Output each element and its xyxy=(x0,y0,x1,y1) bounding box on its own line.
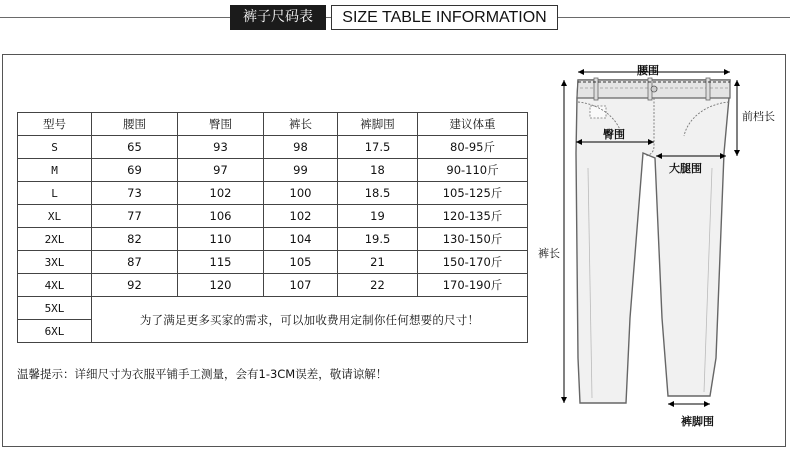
table-cell: 18.5 xyxy=(338,182,418,205)
label-length: 裤长 xyxy=(538,247,560,260)
table-cell: 107 xyxy=(264,274,338,297)
table-row xyxy=(18,228,528,251)
tip-note: 温馨提示：详细尺寸为衣服平铺手工测量，会有1-3CM误差，敬请谅解！ xyxy=(17,367,388,381)
table-row xyxy=(18,159,528,182)
table-row xyxy=(18,136,528,159)
header-cell: 臀围 xyxy=(178,113,264,136)
table-cell: 99 xyxy=(264,159,338,182)
table-cell: 110 xyxy=(178,228,264,251)
size-table xyxy=(17,112,528,343)
table-row xyxy=(18,205,528,228)
table-cell: 115 xyxy=(178,251,264,274)
header-cell: 型号 xyxy=(18,113,92,136)
table-cell: 65 xyxy=(92,136,178,159)
table-cell: 97 xyxy=(178,159,264,182)
table-cell: 105 xyxy=(264,251,338,274)
table-row-custom xyxy=(18,297,528,320)
table-cell: 18 xyxy=(338,159,418,182)
table-row xyxy=(18,182,528,205)
table-row xyxy=(18,274,528,297)
label-thigh: 大腿围 xyxy=(669,162,702,175)
table-cell: 87 xyxy=(92,251,178,274)
table-cell: 82 xyxy=(92,228,178,251)
label-front-rise: 前档长 xyxy=(742,110,775,123)
table-cell: 102 xyxy=(178,182,264,205)
table-cell: 80-95斤 xyxy=(418,136,528,159)
table-cell: 130-150斤 xyxy=(418,228,528,251)
table-cell: 69 xyxy=(92,159,178,182)
table-cell: 98 xyxy=(264,136,338,159)
table-cell: 106 xyxy=(178,205,264,228)
table-cell: 90-110斤 xyxy=(418,159,528,182)
table-cell: 77 xyxy=(92,205,178,228)
title-cn: 裤子尺码表 xyxy=(230,5,326,30)
table-cell: 93 xyxy=(178,136,264,159)
table-row xyxy=(18,251,528,274)
table-cell: 102 xyxy=(264,205,338,228)
size-cell: 5XL xyxy=(18,297,92,320)
size-cell: 6XL xyxy=(18,320,92,343)
table-cell: 19 xyxy=(338,205,418,228)
table-cell: 2XL xyxy=(18,228,92,251)
table-cell: 19.5 xyxy=(338,228,418,251)
table-cell: 104 xyxy=(264,228,338,251)
header-cell: 裤长 xyxy=(264,113,338,136)
table-cell: 92 xyxy=(92,274,178,297)
table-cell: 4XL xyxy=(18,274,92,297)
title-en: SIZE TABLE INFORMATION xyxy=(331,5,558,30)
table-cell: 120-135斤 xyxy=(418,205,528,228)
table-cell: L xyxy=(18,182,92,205)
table-header-row xyxy=(18,113,528,136)
label-leg-opening: 裤脚围 xyxy=(681,415,714,428)
table-cell: 150-170斤 xyxy=(418,251,528,274)
header-cell: 裤脚围 xyxy=(338,113,418,136)
table-cell: 105-125斤 xyxy=(418,182,528,205)
table-cell: 170-190斤 xyxy=(418,274,528,297)
table-cell: XL xyxy=(18,205,92,228)
table-cell: S xyxy=(18,136,92,159)
table-cell: 100 xyxy=(264,182,338,205)
custom-note: 为了满足更多买家的需求，可以加收费用定制你任何想要的尺寸！ xyxy=(92,297,528,343)
table-cell: 3XL xyxy=(18,251,92,274)
label-waist: 腰围 xyxy=(637,64,659,77)
table-cell: 17.5 xyxy=(338,136,418,159)
table-cell: 73 xyxy=(92,182,178,205)
pants-outline xyxy=(576,80,730,403)
table-cell: 120 xyxy=(178,274,264,297)
header-cell: 建议体重 xyxy=(418,113,528,136)
table-cell: M xyxy=(18,159,92,182)
header-cell: 腰围 xyxy=(92,113,178,136)
label-hip: 臀围 xyxy=(603,128,625,141)
table-cell: 22 xyxy=(338,274,418,297)
pants-diagram xyxy=(530,58,770,438)
table-cell: 21 xyxy=(338,251,418,274)
